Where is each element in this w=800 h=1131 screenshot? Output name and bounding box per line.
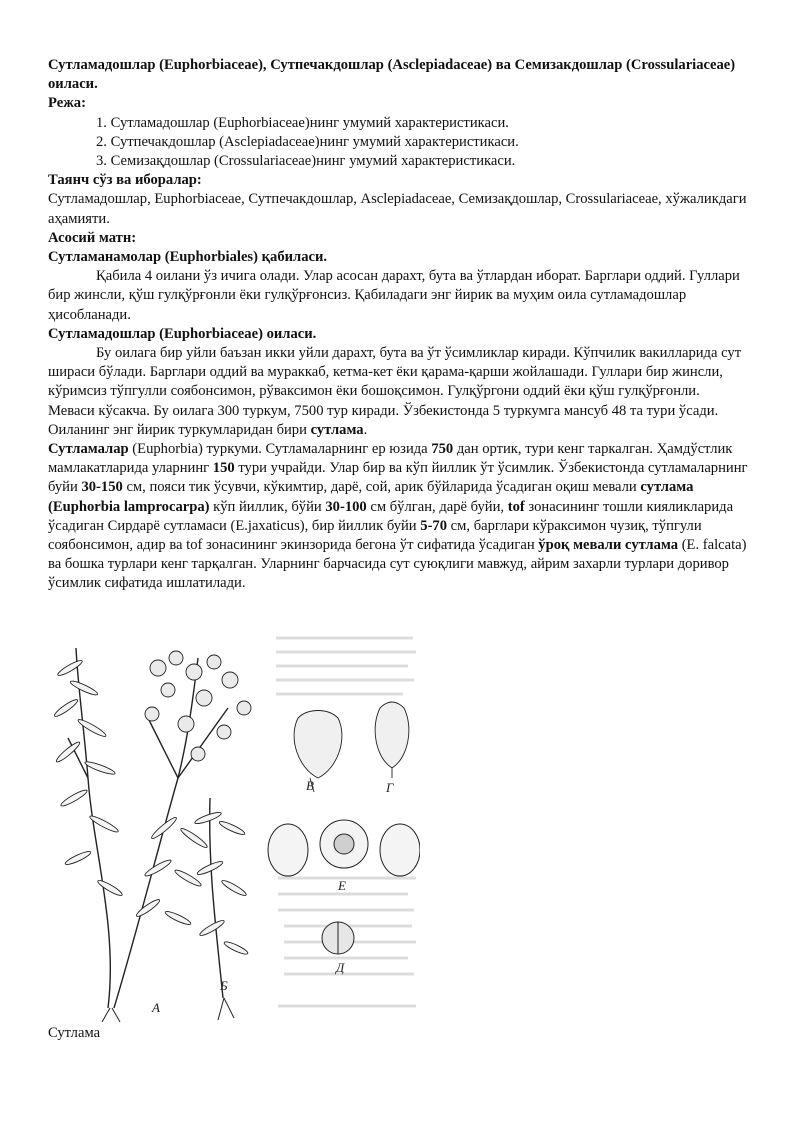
keywords-text: Сутламадошлар, Euphorbiaceae, Сутпечакдошлар, Asclepiadaceae, Семизақдошлар, Crossulariaceae, хўжаликдаги аҳамияти. [48, 191, 747, 227]
figure-caption: Сутлама [48, 1025, 101, 1041]
figure-label-b: Б [220, 978, 228, 993]
plan-item-3: 3. Семизақдошлар (Crossulariaceae)нинг умумий характеристикаси. [96, 153, 516, 170]
genus-paragraph-run: см, барглари кўраксимон чузиқ, тўпгули соябонсимон, адир ва tof зонасининг экинзорида бегона ўт сифатида ўсадиган [48, 517, 702, 554]
genus-paragraph-run: ўроқ мевали сутлама [538, 537, 679, 554]
euphorbia-drawing [48, 628, 420, 1024]
genus-paragraph-run: tof [507, 498, 525, 515]
family-paragraph-text: Бу оилага бир уйли баъзан икки уйли дарахт, бута ва ўт ўсимликлар киради. Кўпчилик вакилларида сут шираси бўлади. Барглари оддий ва мураккаб, кетма-кет ёки қарама-қарши жойлашади. Гуллари бир жинсли, кўримсиз тўпгулли соябонсимон, рўваксимон ёки бошоқсимон. Гулқўргони оддий ёки қўш гулқўрғонли. Меваси кўсакча. Бу оилага 300 туркум, 7500 тур киради. Ўзбекистонда 5 туркумга мансуб 48 та тури ўсади. Оиланинг энг йирик туркумларидан бири [48, 345, 742, 438]
figure-label-g: Г [386, 780, 394, 795]
document-body [48, 56, 748, 594]
genus-paragraph-run: 30-100 [325, 498, 367, 515]
order-heading: Сутламанамолар (Euphorbiales) қабиласи. [48, 249, 328, 266]
genus-paragraph-run: 30-150 [81, 479, 123, 496]
family-paragraph [48, 344, 748, 440]
cross-section-drawings [268, 820, 420, 876]
genus-paragraph-run: 5-70 [420, 517, 448, 534]
family-paragraph-end: . [363, 421, 368, 438]
fruit-drawing [322, 922, 354, 954]
figure-label-a: А [152, 1000, 160, 1015]
botanical-illustration [48, 628, 420, 1024]
genus-paragraph-run: тури учрайди. Улар бир ва кўп йиллик ўт ўсимлик. Ўзбекистонда сутламаларнинг буйи [48, 460, 748, 496]
plan-label: Режа: [48, 95, 86, 112]
genus-paragraph-run: см бўлган, дарё буйи, [366, 498, 508, 515]
genus-paragraph-run: (Euphorbia) туркуми. Сутламаларнинг ер юзида [128, 441, 432, 458]
genus-paragraph-run: Сутламалар [48, 441, 129, 458]
family-paragraph-keyword: сутлама [310, 421, 364, 438]
genus-paragraph [48, 440, 748, 594]
figure-label-v: В [306, 778, 314, 793]
genus-paragraph-run: 750 [431, 441, 454, 458]
figure-label-e: Е [338, 878, 346, 893]
genus-paragraph-run: кўп йиллик, бўйи [209, 498, 326, 515]
document-title: Сутламадошлар (Euphorbiaceae), Сутпечакдошлар (Asclepiadaceae) ва Семизакдошлар (Crossulariaceae) оиласи. [48, 57, 736, 93]
plan-item-1: 1. Сутламадошлар (Euphorbiaceae)нинг умумий характеристикаси. [96, 114, 509, 131]
main-text-label: Асосий матн: [48, 229, 137, 246]
family-heading: Сутламадошлар (Euphorbiaceae) оиласи. [48, 325, 317, 342]
genus-paragraph-run: (E. falcata) ва бошка турлари кенг тарқалган. Уларнинг барчасида сут суюқлиги мавжуд, айрим захарли турлари доривор ўсимлик сифатида ишлатилади. [48, 537, 747, 592]
genus-paragraph-run: см, пояси тик ўсувчи, кўкимтир, дарё, сой, арик бўйларида ўсадиган оқиш мевали [122, 479, 641, 496]
order-paragraph: Қабила 4 оилани ўз ичига олади. Улар асосан дарахт, бута ва ўтлардан иборат. Барглари оддий. Гуллари бир жинсли, қўш гулқўрғонли ёки гулқўрғонсиз. Қабиладаги энг йирик ва муҳим оила сутламадошлар ҳисобланади. [48, 268, 740, 323]
figure-label-d: Д [336, 960, 345, 975]
genus-paragraph-run: зонасининг тошли кияликларида ўсадиган Сирдарё сутламаси (E.jaxaticus), бир йиллик буйи [48, 498, 734, 534]
plan-item-2: 2. Сутпечакдошлар (Asclepiadaceae)нинг умумий характеристикаси. [96, 133, 519, 150]
genus-paragraph-run: дан ортик, тури кенг таркалган. Ҳамдўстлик мамлакатларида уларнинг [48, 441, 733, 477]
genus-paragraph-run: 150 [212, 460, 235, 477]
keywords-label: Таянч сўз ва иборалар: [48, 172, 202, 189]
genus-paragraph-run: сутлама (Euphorbia lamprocarpa) [48, 479, 694, 515]
